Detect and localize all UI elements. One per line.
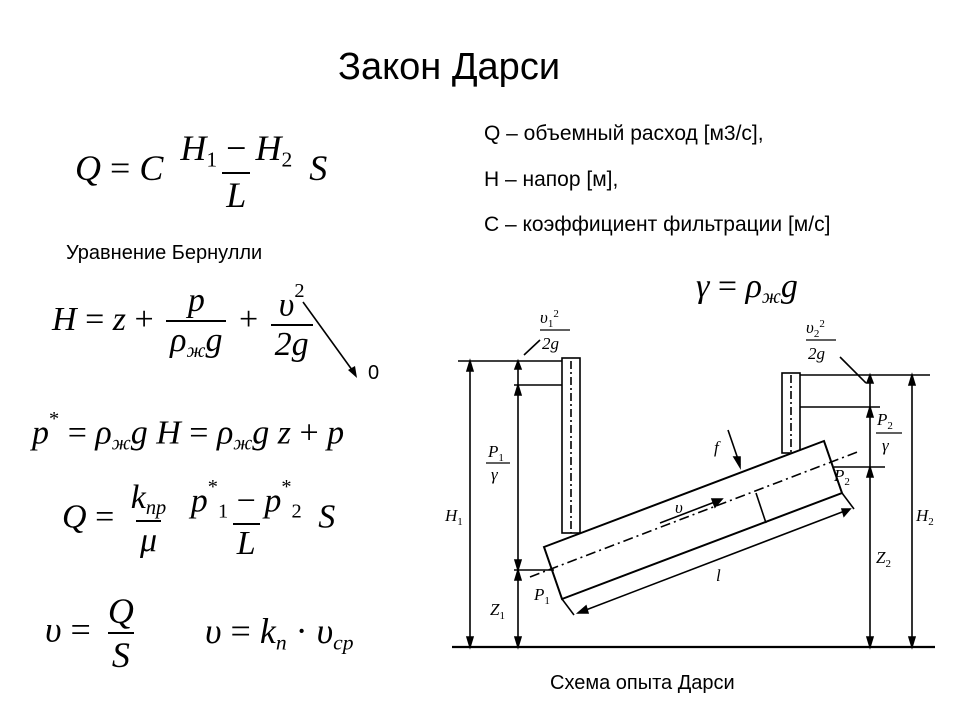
label-v1sq: $\upsilon_1^2$ <box>540 308 559 330</box>
symbol-s: S <box>309 148 328 188</box>
legend-q: Q – объемный расход [м3/с], <box>484 122 764 145</box>
label-v2sq: $\upsilon_2^2$ <box>806 318 825 340</box>
flow-formula: Q = $\frac{k_{пр}}{\mu}$ $\frac{p^*_1 - p^*_2}{L}$ S <box>62 476 336 563</box>
label-p1: $P_1$ <box>488 442 504 464</box>
label-f: f <box>714 438 719 457</box>
sloped-tube <box>544 441 842 599</box>
cancel-arrow <box>295 298 375 388</box>
bernoulli-label: Уравнение Бернулли <box>66 242 263 264</box>
label-h1: $H_1$ <box>445 506 463 528</box>
diagram-caption: Схема опыта Дарси <box>550 672 735 694</box>
symbol-q: Q <box>75 148 101 188</box>
label-l: l <box>716 566 721 585</box>
legend-h: H – напор [м], <box>484 168 619 191</box>
pstar-formula: $p^* = \rho_жg$ $H = \rho_жg$ z + p <box>32 408 345 455</box>
label-h2: $H_2$ <box>916 506 934 528</box>
label-v1-2g: 2g <box>542 334 559 353</box>
darcy-formula: Q = C $\frac{H_1 - H_2}{L}$ S <box>75 128 328 216</box>
page-title: Закон Дарси <box>338 46 561 88</box>
label-z2: $Z_2$ <box>876 548 891 570</box>
darcy-experiment-diagram <box>430 295 950 665</box>
velocity-formula: υ = $\frac{Q}{S}$ <box>45 591 134 675</box>
gamma-formula: $\gamma = \rho_жg$ <box>696 268 798 309</box>
symbol-c: C <box>139 148 164 188</box>
label-p2: $P_2$ <box>877 410 893 432</box>
darcy-fraction: $\frac{H_1 - H_2}{L}$ <box>180 128 293 216</box>
pressure-fraction: $\frac{p}{\rho_жg}$ <box>166 282 226 363</box>
legend-c: C – коэффициент фильтрации [м/с] <box>484 213 831 236</box>
velocity-head-fraction: $\frac{\upsilon^2}{2g}$ <box>271 280 313 364</box>
label-z1: $Z_1$ <box>490 600 505 622</box>
label-p2-gamma: γ <box>882 436 889 455</box>
label-p2-pipe: $P_2$ <box>834 466 850 488</box>
label-p1-gamma: γ <box>491 465 498 484</box>
label-p1-pipe: $P_1$ <box>534 585 550 607</box>
bernoulli-formula: H = z + $\frac{p}{\rho_жg}$ + $\frac{\upsilon^2}{2g}$ <box>52 280 317 364</box>
zero-note: 0 <box>368 362 380 384</box>
label-v: υ <box>675 498 683 517</box>
label-v2-2g: 2g <box>808 344 825 363</box>
seepage-formula: $\upsilon = k_n \cdot \upsilon_{ср}$ <box>205 611 354 655</box>
